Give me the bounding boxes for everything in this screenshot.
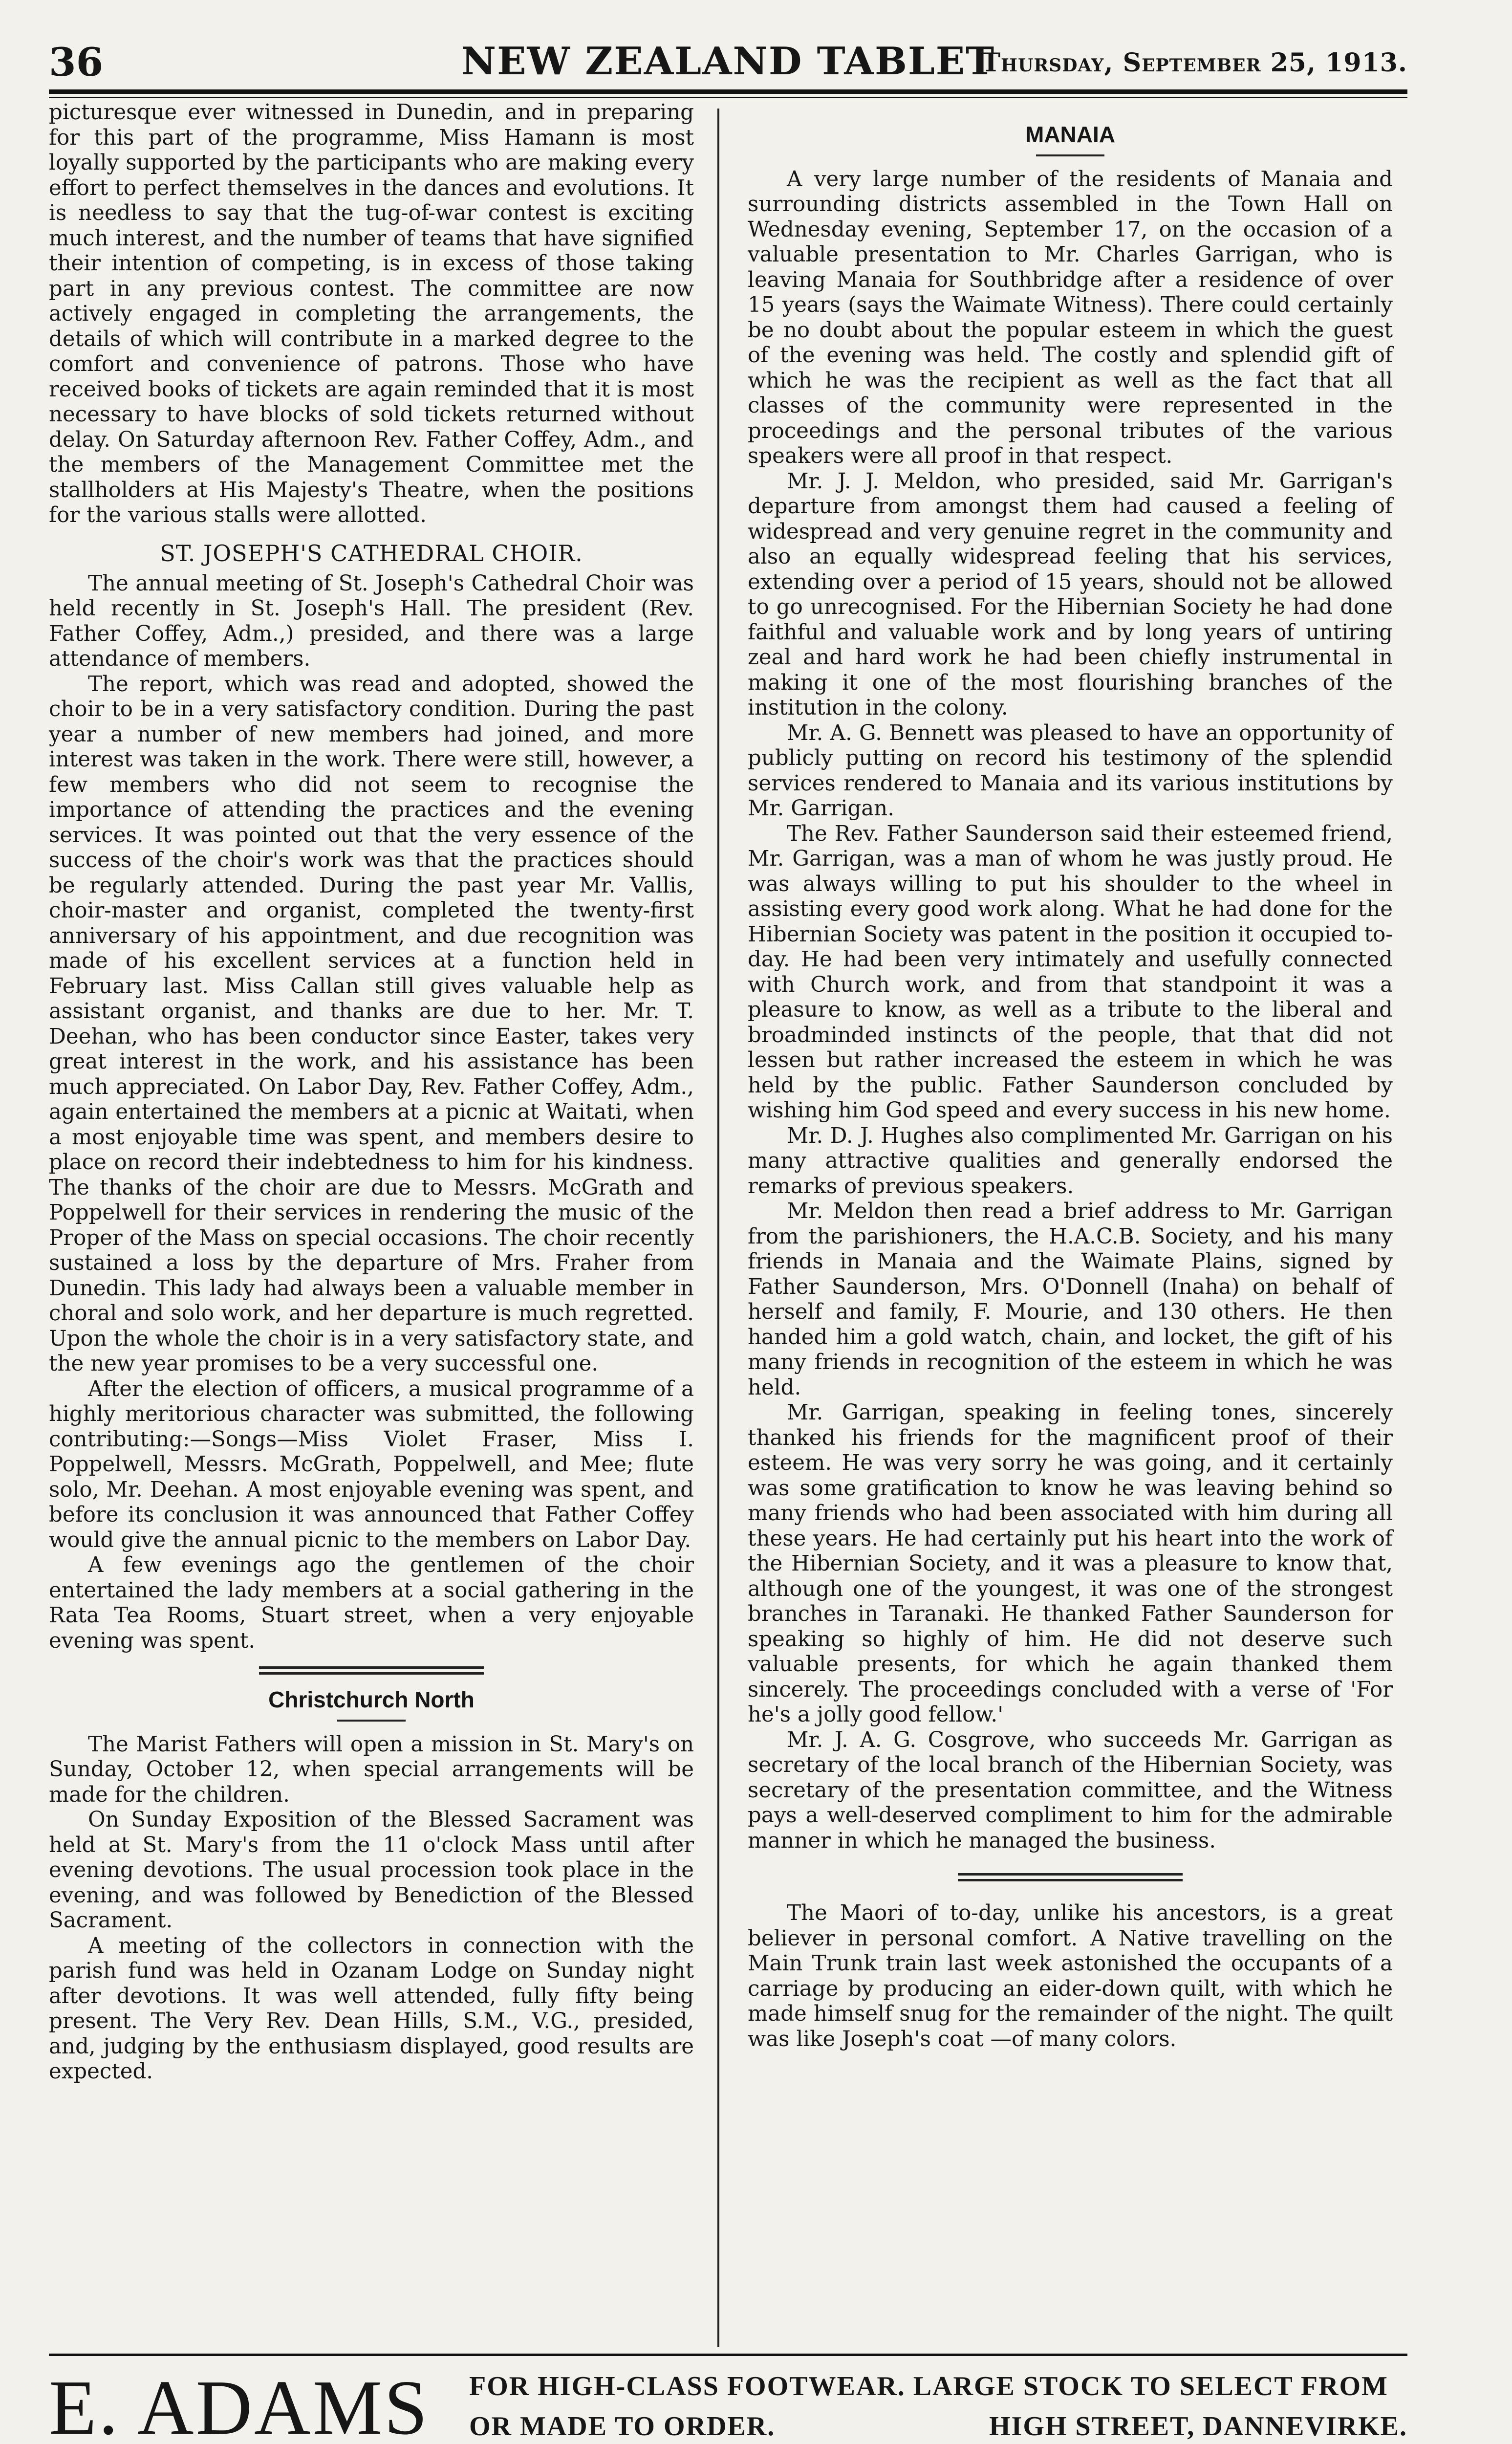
manaia-paragraph: Mr. A. G. Bennett was pleased to have an opportunity of publicly putting on record his testimony of the splendid services rendered to Manaia and its various institutions by Mr. Garrigan. [748,720,1393,821]
section-divider [958,1873,1183,1881]
manaia-paragraph: Mr. Meldon then read a brief address to Mr. Garrigan from the parishioners, the H.A.C.B. Society, and his many friends in Manaia and the Waimate Plains, signed by Father Saunderson, Mrs. O'Donnell (Inaha) on behalf of herself and family, F. Mourie, and 130 others. He then handed him a gold watch, chain, and locket, the gift of his many friends in recognition of the esteem in which he was held. [748,1199,1393,1400]
christchurch-heading: Christchurch North [268,1687,475,1712]
dateline: Thursday, September 25, 1913. [981,48,1407,78]
manaia-paragraph: The Rev. Father Saunderson said their esteemed friend, Mr. Garrigan, was a man of whom he was justly proud. He was always willing to put his shoulder to the wheel in assisting every good work along. What he had done for the Hibernian Society was patent in the position it occupied to-day. He had been very intimately and usefully connected with Church work, and from that standpoint it was a pleasure to know, as well as a tribute to the liberal and broadminded instincts of the people, that that did not lessen but rather increased the esteem in which he was held by the public. Father Saunderson concluded by wishing him God speed and every success in his new home. [748,821,1393,1123]
masthead-title: NEW ZEALAND TABLET [461,39,995,84]
header-rule-thin [49,97,1407,98]
ad-line-2 [469,2411,1407,2442]
left-column [49,100,694,2085]
choir-paragraph: After the election of officers, a musical programme of a highly meritorious character was submitted, the following contributing:—Songs—Miss Violet Fraser, Miss I. Poppelwell, Messrs. McGrath, Poppelwell, and Mee; flute solo, Mr. Deehan. A most enjoyable evening was spent, and before its conclusion it was announced that Father Coffey would give the annual picnic to the members on Labor Day. [49,1376,694,1552]
choir-paragraph: A few evenings ago the gentlemen of the choir entertained the lady members at a social gathering in the Rata Tea Rooms, Stuart street, when a very enjoyable evening was spent. [49,1553,694,1653]
ad-line-2-right: HIGH STREET, DANNEVIRKE. [989,2411,1407,2442]
maori-paragraph: The Maori of to-day, unlike his ancestors, is a great believer in personal comfort. A Native travelling on the Main Trunk train last week astonished the occupants of a carriage by producing an eider-down quilt, with which he made himself snug for the remainder of the night. The quilt was like Joseph's coat —of many colors. [748,1901,1393,2051]
manaia-paragraph: Mr. J. J. Meldon, who presided, said Mr. Garrigan's departure from amongst them had caused a feeling of widespread and very genuine regret in the community and also an equally widespread feeling that his services, extending over a period of 15 years, should not be allowed to go unrecognised. For the Hibernian Society he had done faithful and valuable work and by long years of untiring zeal and hard work he had been chiefly instrumental in making it one of the most flourishing branches of the institution in the colony. [748,469,1393,720]
ad-line-2-left: OR MADE TO ORDER. [469,2411,776,2442]
intro-paragraph: picturesque ever witnessed in Dunedin, and in preparing for this part of the programme, Miss Hamann is most loyally supported by the participants who are making every effort to perfect themselves in the dances and evolutions. It is needless to say that the tug-of-war contest is exciting much interest, and the number of teams that have signified their intention of competing, is in excess of those taking part in any previous contest. The committee are now actively engaged in completing the arrangements, the details of which will contribute in a marked degree to the comfort and convenience of patrons. Those who have received books of tickets are again reminded that it is most necessary to have blocks of sold tickets returned without delay. On Saturday afternoon Rev. Father Coffey, Adm., and the members of the Management Committee met the stallholders at His Majesty's Theatre, when the positions for the various stalls were allotted. [49,100,694,527]
heading-rule [337,1720,406,1722]
page-number: 36 [49,39,104,85]
manaia-heading: MANAIA [1025,122,1115,147]
ad-line-1: FOR HIGH-CLASS FOOTWEAR. LARGE STOCK TO SELECT FROM [469,2371,1388,2401]
manaia-paragraph: Mr. Garrigan, speaking in feeling tones, sincerely thanked his friends for the magnificent proof of their esteem. He was very sorry he was going, and it certainly was some gratification to know he was leaving behind so many friends who had been associated with him during all these years. He had certainly put his heart into the work of the Hibernian Society, and it was a pleasure to know that, although one of the youngest, it was one of the strongest branches in Taranaki. He thanked Father Saunderson for speaking so highly of him. He did not deserve such valuable presents, for which he again thanked them sincerely. The proceedings concluded with a verse of 'For he's a jolly good fellow.' [748,1400,1393,1727]
manaia-paragraph: A very large number of the residents of Manaia and surrounding districts assembled in the Town Hall on Wednesday evening, September 17, on the occasion of a valuable presentation to Mr. Charles Garrigan, who is leaving Manaia for Southbridge after a residence of over 15 years (says the Waimate Witness). There could certainly be no doubt about the popular esteem in which the guest of the evening was held. The costly and splendid gift of which he was the recipient as well as the fact that all classes of the community were represented in the proceedings and the personal tributes of the various speakers were all proof in that respect. [748,167,1393,468]
column-separator [717,109,719,2347]
header-rule-thick [49,89,1407,94]
section-divider [259,1666,484,1675]
heading-rule [1036,154,1104,156]
manaia-paragraph: Mr. J. A. G. Cosgrove, who succeeds Mr. Garrigan as secretary of the local branch of the Hibernian Society, was secretary of the presentation committee, and the Witness pays a well-deserved compliment to him for the admirable manner in which he managed the business. [748,1727,1393,1853]
right-column [748,100,1393,2052]
christchurch-paragraph: On Sunday Exposition of the Blessed Sacrament was held at St. Mary's from the 11 o'clock Mass until after evening devotions. The usual procession took place in the evening, and was followed by Benediction of the Blessed Sacrament. [49,1808,694,1933]
choir-paragraph: The report, which was read and adopted, showed the choir to be in a very satisfactory condition. During the past year a number of new members had joined, and more interest was taken in the work. There were still, however, a few members who did not seem to recognise the importance of attending the practices and the evening services. It was pointed out that the very essence of the success of the choir's work was that the practices should be regularly attended. During the past year Mr. Vallis, choir-master and organist, completed the twenty-first anniversary of his appointment, and due recognition was made of his excellent services at a function held in February last. Miss Callan still gives valuable help as assistant organist, and thanks are due to her. Mr. T. Deehan, who has been conductor since Easter, takes very great interest in the work, and his assistance has been much appreciated. On Labor Day, Rev. Father Coffey, Adm., again entertained the members at a picnic at Waitati, when a most enjoyable time was spent, and members desire to place on record their indebtedness to him for his kindness. The thanks of the choir are due to Messrs. McGrath and Poppelwell for their services in rendering the music of the Proper of the Mass on special occasions. The choir recently sustained a loss by the departure of Mrs. Fraher from Dunedin. This lady had always been a valuable member in choral and solo work, and her departure is much regretted. Upon the whole the choir is in a very satisfactory state, and the new year promises to be a very successful one. [49,672,694,1376]
page-header [49,39,1407,93]
choir-heading: ST. JOSEPH'S CATHEDRAL CHOIR. [160,540,583,567]
christchurch-paragraph: A meeting of the collectors in connection with the parish fund was held in Ozanam Lodge on Sunday night after devotions. It was well attended, fully fifty being present. The Very Rev. Dean Hills, S.M., V.G., presided, and, judging by the enthusiasm displayed, good results are expected. [49,1933,694,2084]
christchurch-paragraph: The Marist Fathers will open a mission in St. Mary's on Sunday, October 12, when special arrangements will be made for the children. [49,1732,694,1807]
ad-top-rule [49,2354,1407,2356]
advertisement [49,2366,1407,2444]
ad-name: E. ADAMS [49,2364,430,2444]
manaia-paragraph: Mr. D. J. Hughes also complimented Mr. Garrigan on his many attractive qualities and generally endorsed the remarks of previous speakers. [748,1123,1393,1199]
choir-paragraph: The annual meeting of St. Joseph's Cathedral Choir was held recently in St. Joseph's Hall. The president (Rev. Father Coffey, Adm.,) presided, and there was a large attendance of members. [49,571,694,671]
